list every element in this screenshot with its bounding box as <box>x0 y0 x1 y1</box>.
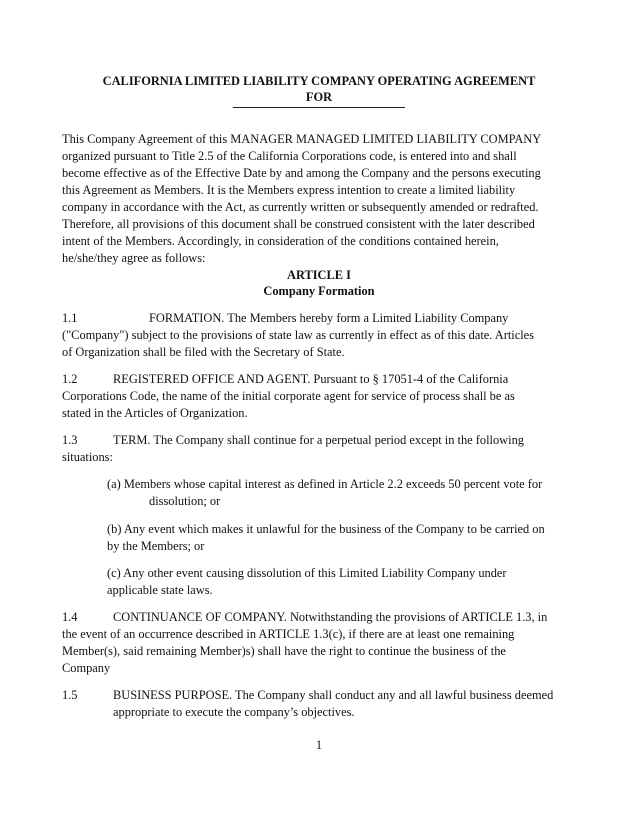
subclause-b-continued: by the Members; or <box>107 539 205 553</box>
article-subheading: Company Formation <box>263 284 375 298</box>
section-text: Member(s), said remaining Member)s) shall have the right to continue the business of the <box>62 644 506 658</box>
subclause-c-continued: applicable state laws. <box>107 583 213 597</box>
document-title-for: FOR <box>305 90 333 104</box>
section-text: Corporations Code, the name of the initial corporate agent for service of process shall be as <box>62 389 515 403</box>
intro-line: this Agreement as Members. It is the Members express intention to create a limited liability <box>62 183 516 197</box>
intro-line: become effective as of the Effective Date by and among the Company and the persons executing <box>62 166 541 180</box>
section-text: ("Company") subject to the provisions of state law as currently in effect as of this date. Articles <box>62 328 535 342</box>
section-text: BUSINESS PURPOSE. The Company shall conduct any and all lawful business deemed <box>113 688 554 702</box>
article-heading: ARTICLE I <box>287 268 351 282</box>
section-number: 1.4 <box>62 610 78 624</box>
section-text: Company <box>62 661 111 675</box>
intro-line: intent of the Members. Accordingly, in consideration of the conditions contained herein, <box>62 234 499 248</box>
section-number: 1.3 <box>62 433 78 447</box>
intro-line: Therefore, all provisions of this document shall be construed consistent with the later described <box>62 217 535 231</box>
subclause-b: (b) Any event which makes it unlawful for the business of the Company to be carried on <box>107 522 545 536</box>
section-text: FORMATION. The Members hereby form a Limited Liability Company <box>149 311 509 325</box>
company-name-blank-line <box>233 107 405 108</box>
subclause-a: (a) Members whose capital interest as defined in Article 2.2 exceeds 50 percent vote for <box>107 477 543 491</box>
subclause-a-continued: dissolution; or <box>149 494 221 508</box>
page-number: 1 <box>315 738 323 752</box>
section-number: 1.5 <box>62 688 78 702</box>
intro-line: This Company Agreement of this MANAGER MANAGED LIMITED LIABILITY COMPANY <box>62 132 542 146</box>
document-title: CALIFORNIA LIMITED LIABILITY COMPANY OPERATING AGREEMENT <box>102 74 536 88</box>
section-text: TERM. The Company shall continue for a perpetual period except in the following <box>113 433 524 447</box>
subclause-c: (c) Any other event causing dissolution of this Limited Liability Company under <box>107 566 507 580</box>
section-text: REGISTERED OFFICE AND AGENT. Pursuant to § 17051-4 of the California <box>113 372 509 386</box>
intro-line: organized pursuant to Title 2.5 of the California Corporations code, is entered into and shall <box>62 149 517 163</box>
section-text: the event of an occurrence described in ARTICLE 1.3(c), if there are at least one remaining <box>62 627 515 641</box>
section-text: of Organization shall be filed with the Secretary of State. <box>62 345 345 359</box>
intro-line: he/she/they agree as follows: <box>62 251 206 265</box>
section-text: CONTINUANCE OF COMPANY. Notwithstanding the provisions of ARTICLE 1.3, in <box>113 610 548 624</box>
section-text: stated in the Articles of Organization. <box>62 406 248 420</box>
section-text: situations: <box>62 450 113 464</box>
intro-line: company in accordance with the Act, as currently written or subsequently amended or redrafted. <box>62 200 539 214</box>
section-number: 1.1 <box>62 311 78 325</box>
section-number: 1.2 <box>62 372 78 386</box>
section-text: appropriate to execute the company’s objectives. <box>113 705 355 719</box>
